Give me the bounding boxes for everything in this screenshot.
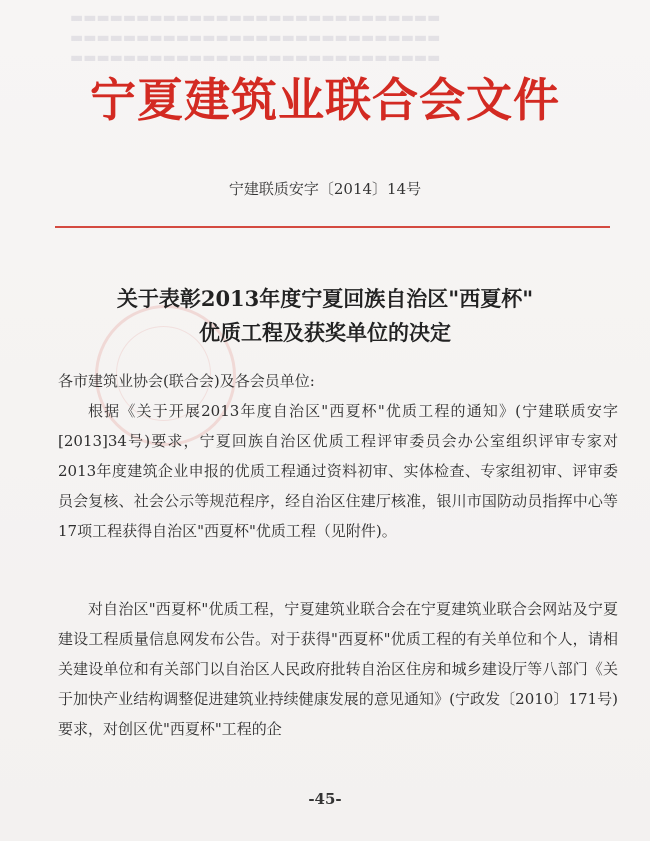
body-paragraph-1: 根据《关于开展2013年度自治区"西夏杯"优质工程的通知》(宁建联质安字[2013]34号)要求，宁夏回族自治区优质工程评审委员会办公室组织评审专家对2013年度建筑企业申报的优质工程通过资料初审、实体检查、专家组初审、评审委员会复核、社会公示等规范程序，经自治区住建厅核准，银川市国防动员指挥中心等17项工程获得自治区"西夏杯"优质工程（见附件)。	[58, 402, 618, 540]
body-paragraph-2: 对自治区"西夏杯"优质工程，宁夏建筑业联合会在宁夏建筑业联合会网站及宁夏建设工程质量信息网发布公告。对于获得"西夏杯"优质工程的有关单位和个人，请相关建设单位和有关部门以自治区人民政府批转自治区住房和城乡建设厅等八部门《关于加快产业结构调整促进建筑业持续健康发展的意见通知》(宁政发〔2010〕171号)要求，对创区优"西夏杯"工程的企	[58, 600, 618, 738]
salutation: 各市建筑业协会(联合会)及各会员单位:	[58, 372, 315, 390]
document-masthead: 宁夏建筑业联合会文件	[90, 73, 560, 127]
document-title-line-1: 关于表彰2013年度宁夏回族自治区"西夏杯"	[116, 286, 534, 311]
page-number: -45-	[308, 790, 342, 808]
bleed-through-text: ▬▬▬▬▬▬▬▬▬▬▬▬▬▬▬▬▬▬▬▬▬▬▬▬▬▬▬▬ ▬▬▬▬▬▬▬▬▬▬▬▬▬▬▬▬▬▬▬▬▬▬▬▬▬▬▬▬ ▬▬▬▬▬▬▬▬▬▬▬▬▬▬▬▬▬▬▬▬▬▬▬▬▬▬▬▬	[70, 10, 441, 66]
document-title-line-2: 优质工程及获奖单位的决定	[199, 320, 451, 345]
document-number: 宁建联质安字〔2014〕14号	[228, 180, 422, 198]
red-divider-line	[55, 226, 610, 228]
